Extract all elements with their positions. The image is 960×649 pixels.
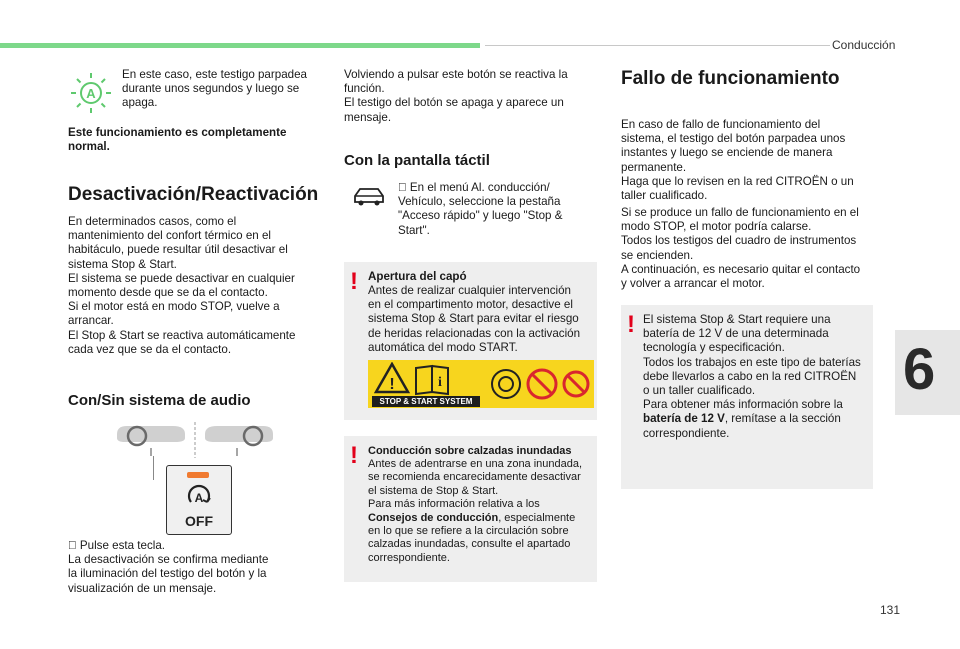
section-title-deactivation: Desactivación/Reactivación	[68, 184, 319, 205]
header-accent-bar	[0, 43, 480, 48]
svg-text:A: A	[194, 491, 204, 505]
touchscreen-instruction: En el menú Al. conducción/ Vehículo, seleccione la pestaña "Acceso rápido" y luego "Stop & Start".	[398, 181, 563, 237]
leader-line	[153, 456, 154, 480]
warning-light-text: En este caso, este testigo parpadea durante unos segundos y luego se apaga.	[122, 68, 307, 110]
battery-text-part1: El sistema Stop & Start requiere una batería de 12 V de una determinada tecnología y especificación. Todos los trabajos en este tipo de baterías debe llevarlos a cabo en la red CITROËN o un taller cualificado. Para obtener más información sobre la	[643, 313, 861, 412]
battery-warning-box	[621, 305, 873, 489]
sticker-label: STOP & START SYSTEM	[372, 396, 480, 407]
deactivation-body: En determinados casos, como el mantenimiento del confort térmico en el habitáculo, puede resultar útil desactivar el sistema Stop & Start. El sistema se puede desactivar en cualquier momento desde que se da el contacto. Si el motor está en modo STOP, vuelve a arrancar. El Stop & Start se reactiva automáticamente cada vez que se da el contacto.	[68, 215, 296, 356]
hood-warning-box	[344, 262, 597, 420]
chapter-tab	[895, 330, 960, 415]
flood-text-bold: Consejos de conducción	[368, 511, 499, 524]
section-header: Conducción	[832, 38, 896, 52]
reactivate-text: Volviendo a pulsar este botón se reactiva la función. El testigo del botón se apaga y aparece un mensaje.	[344, 68, 568, 124]
stop-start-off-button[interactable]	[166, 465, 232, 535]
hood-warning-text: Antes de realizar cualquier intervención en el compartimento motor, desactive el sistema Stop & Start para evitar el riesgo de heridas relacionadas con la activación automática del modo START.	[368, 284, 581, 354]
header-rule	[485, 45, 830, 46]
flood-text-part1: Antes de adentrarse en una zona inundada, se recomienda encarecidamente desactivar el sistema de Stop & Start. Para más información relativa a los	[368, 458, 583, 511]
warning-exclamation-icon: !	[627, 311, 635, 338]
warning-exclamation-icon: !	[350, 268, 358, 295]
flood-warning-box	[344, 436, 597, 582]
stop-start-icon	[184, 484, 214, 512]
flood-warning-text	[368, 458, 596, 565]
stop-start-sticker	[368, 360, 594, 408]
warning-exclamation-icon: !	[350, 442, 358, 469]
hood-warning-title: Apertura del capó	[368, 270, 467, 283]
section-title-fault: Fallo de funcionamiento	[621, 68, 840, 89]
off-label: OFF	[185, 513, 213, 529]
battery-text-bold: batería de 12 V	[643, 412, 725, 426]
svg-text:!: !	[389, 376, 395, 393]
battery-warning-text	[643, 313, 871, 441]
battery-text-part2: , remítase a la sección correspondiente.	[643, 412, 841, 440]
car-icon	[352, 184, 386, 208]
section-title-audio: Con/Sin sistema de audio	[68, 392, 251, 409]
flood-text-part2: , especialmente en lo que se refiere a la circulación sobre calzadas inundadas, consulte el apartado correspondiente.	[368, 511, 576, 564]
normal-operation-note: Este funcionamiento es completamente normal.	[68, 126, 287, 154]
fault-paragraph-1: En caso de fallo de funcionamiento del sistema, el testigo del botón parpadea unos instantes y luego se enciende de manera permanente. Haga que lo revisen en la red CITROËN o un taller cualificado.	[621, 118, 854, 203]
button-indicator-light	[187, 472, 209, 478]
stop-start-warning-icon	[68, 70, 114, 116]
section-title-touchscreen: Con la pantalla táctil	[344, 152, 490, 169]
page-number: 131	[880, 603, 901, 617]
chapter-number: 6	[903, 337, 936, 402]
fault-paragraph-2: Si se produce un fallo de funcionamiento en el modo STOP, el motor podría calarse. Todos los testigos del cuadro de instrumentos se encienden. A continuación, es necesario quitar el contacto y volver a arrancar el motor.	[621, 206, 861, 291]
svg-text:A: A	[86, 86, 96, 101]
press-key-text: Pulse esta tecla. La desactivación se confirma mediante la iluminación del testigo del botón y la visualización de un mensaje.	[68, 539, 269, 595]
dashboard-illustration	[115, 420, 275, 460]
caution-manual-icon	[374, 362, 454, 396]
flood-warning-title: Conducción sobre calzadas inundadas	[368, 445, 572, 457]
svg-text:i: i	[438, 375, 442, 390]
no-intervention-icons	[490, 362, 590, 406]
